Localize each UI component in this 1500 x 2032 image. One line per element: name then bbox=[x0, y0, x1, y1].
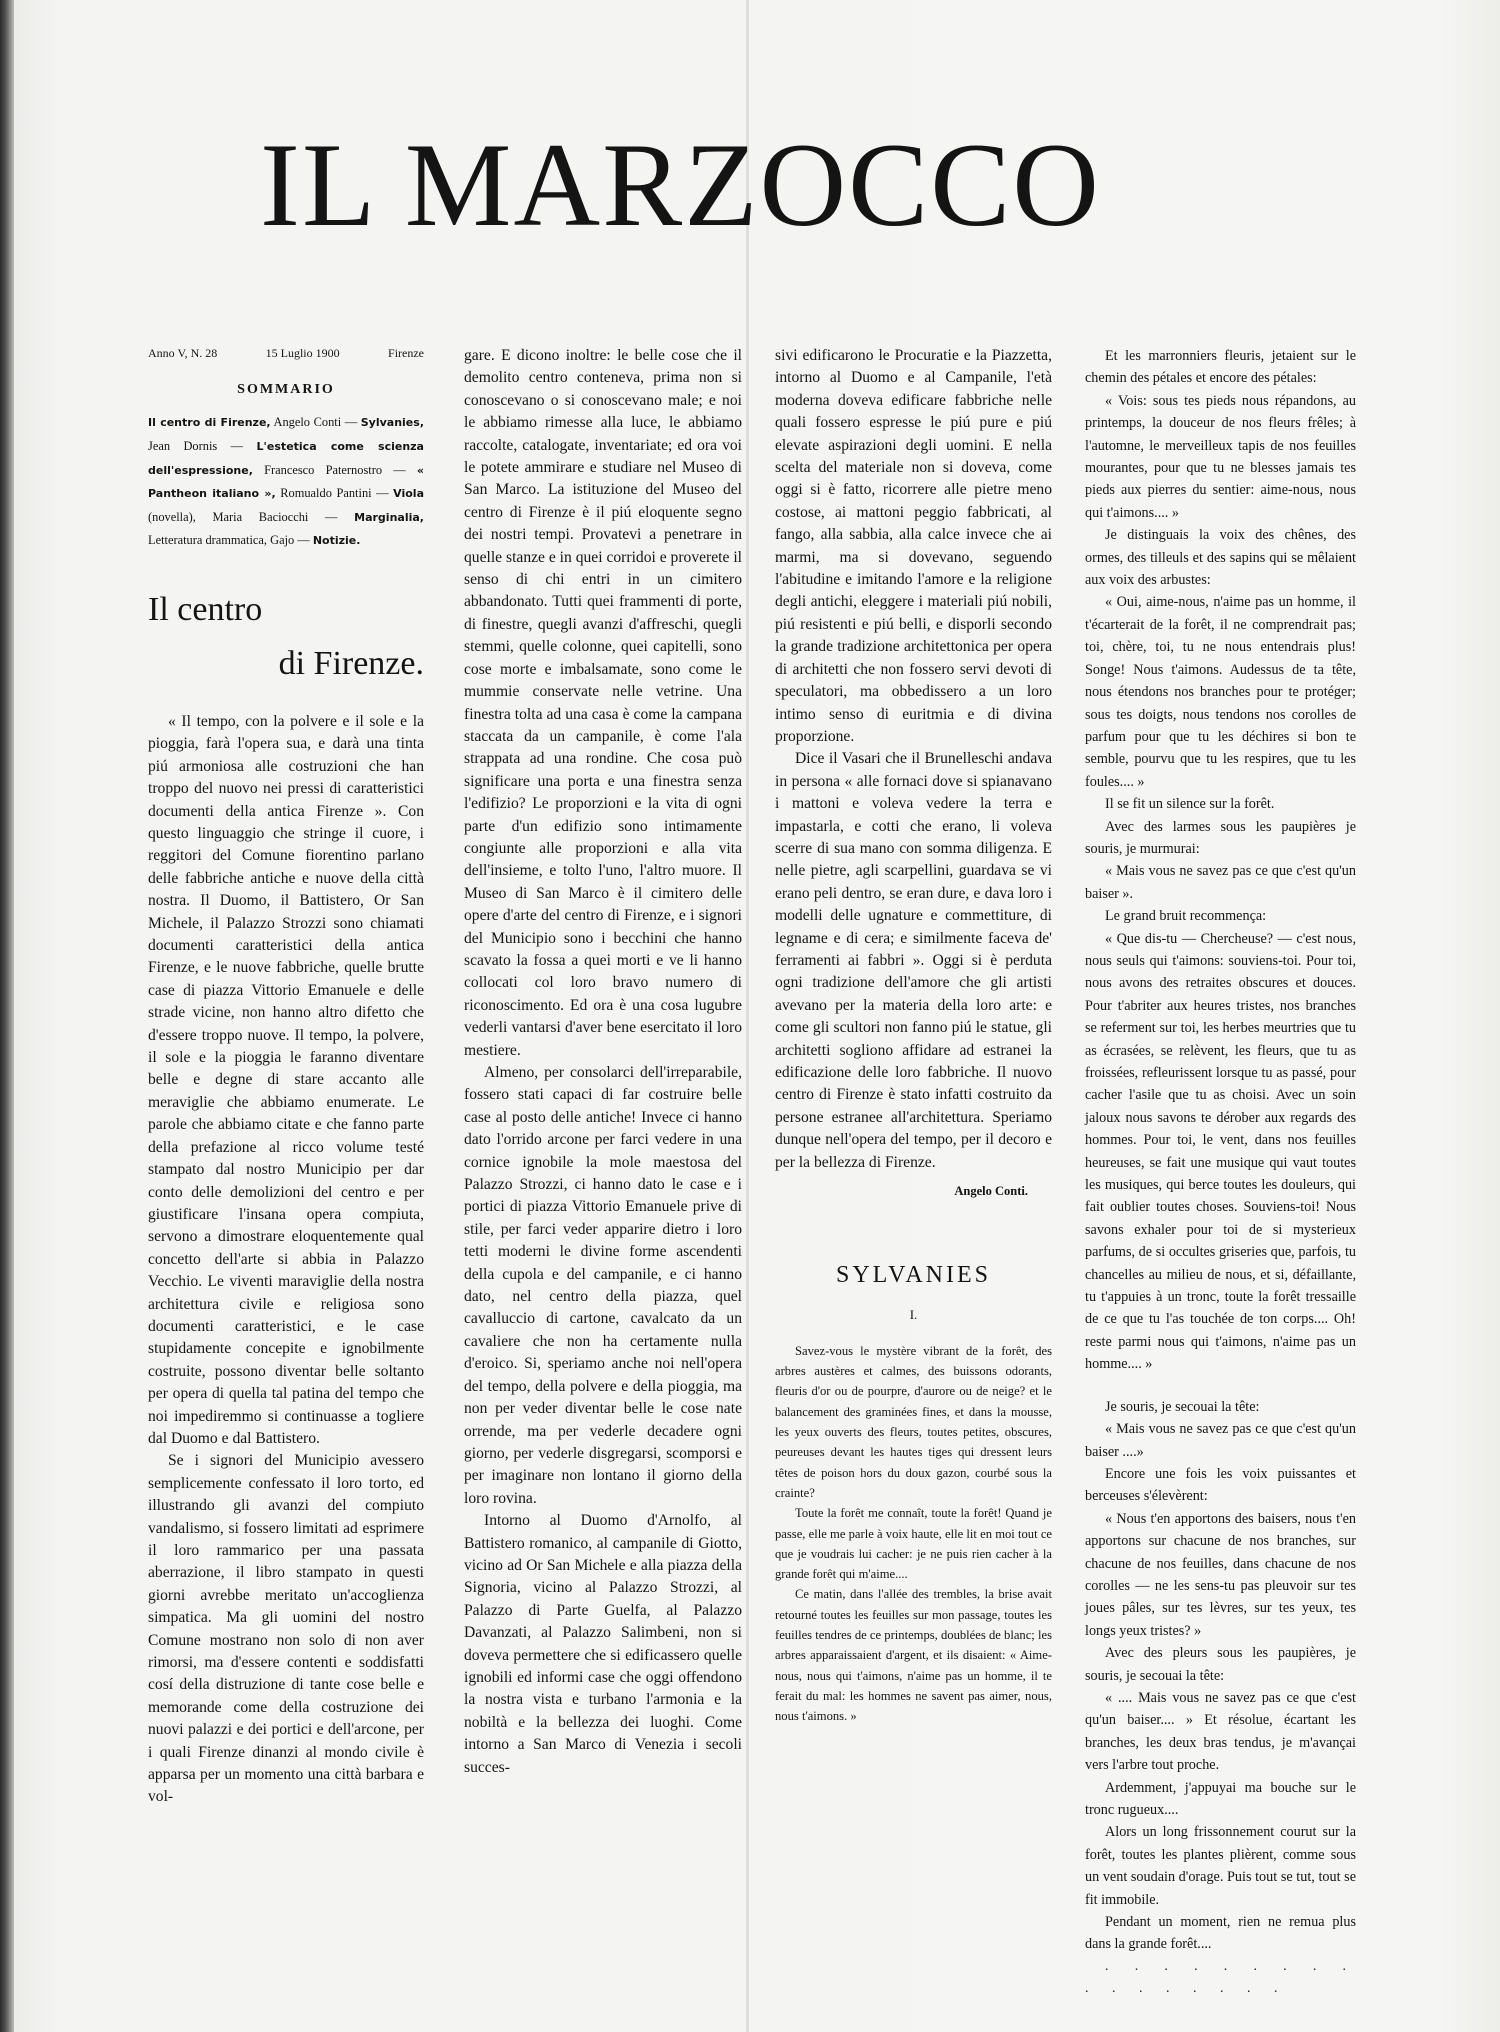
article-headline-line2: di Firenze. bbox=[278, 644, 424, 682]
sommario-list bbox=[148, 411, 424, 553]
sylvanies-paragraph: Toute la forêt me connaît, toute la forêt! Quand je passe, elle me parle à voix haute, elle lit en moi tout ce que je voudrais lui cacher: je ne puis rien cacher à la grande forêt qui m'aime.... bbox=[775, 1506, 1052, 1582]
sommario-item-author: Francesco Paternostro — bbox=[264, 462, 406, 477]
article-paragraph: gare. E dicono inoltre: le belle cose che il demolito centro conteneva, prima non si conoscevano o si conoscevano male; e noi le abbiamo rimesse alla luce, le abbiamo raccolte, catalogate, inventariate; ed ora voi le potete ammirare e studiare nel Museo di San Marco. La istituzione del Museo del centro di Firenze è il piú eloquente segno dei nostri tempi. Provatevi a penetrare in quelle stanze e in quei corridoi e proverete il senso di chi entri in un cimitero abbandonato. Tutti quei frammenti di porte, di finestre, quegli avanzi d'affreschi, quegli stemmi, quelle colonne, quei capitelli, sono cose morte e imbalsamate, sono come le mummie conservate nelle vetrine. Una finestra tolta ad una casa è come la campana staccata da un campanile, è come l'ala strappata ad una rondine. Che cosa può significare una porta e una finestra senza l'edifizio? Le proporzioni e la vita di ogni parte d'un edifizio sono intimamente congiunte alle proporzioni e alla vita dell'insieme, e tolto l'uno, l'altro muore. Il Museo di San Marco è il cimitero delle opere d'arte del centro di Firenze, e i signori del Municipio sono i becchini che hanno scavato la fossa a quei morti e ve li hanno collocati col loro bravo numero di riconoscimento. Ed ora è una cosa lugubre vederli vantarsi d'aver bene esercitato il loro mestiere. bbox=[464, 347, 742, 1059]
page-fold-line bbox=[746, 0, 749, 2032]
sylvanies-paragraph: Je souris, je secouai la tête: bbox=[1105, 1398, 1260, 1415]
article-paragraph: Dice il Vasari che il Brunelleschi andava in persona « alle fornaci dove si spianavano i mattoni e voleva vedere la terra e impastarla, e cotti che erano, li voleva scerre di sua mano con somma diligenza. E nelle pietre, agli scarpellini, guardava se vi erano peli dentro, se eran dure, e dava loro i modelli delle ugnature e commettiture, di legname e di cera; e similmente faceva de' ferramenti ai fabbri ». Oggi si è perduta ogni tradizione dell'amore che gli artisti avevano per la materia della loro arte: e come gli scultori non fanno piú le statue, gli architetti sogliono affidare ad estranei la edificazione delle loro fabbriche. Il nuovo centro di Firenze è stato infatti costruito da persone estranee all'architettura. Speriamo dunque nell'opera del tempo, per il decoro e per la bellezza di Firenze. bbox=[775, 750, 1052, 1171]
sommario-item-title: Viola bbox=[393, 487, 424, 501]
sylvanies-paragraph: « Que dis-tu — Chercheuse? — c'est nous, nous seuls qui t'aimons: souviens-toi. Pour toi, nous avons des retraites obscures et douces. Pour t'abriter aux heures tristes, nos branches se referment sur toi, les herbes meurtries que tu as écrasées, se relèvent, les fleurs, que tu as froissées, refleurissent lorsque tu as passé, pour cacher l'asile que tu as choisi. Avec un soin jaloux nous savons te dérober aux regards des hommes. Pour toi, le vent, dans nos feuilles heureuses, se fait une musique qui vaut toutes les musiques, qui berce toutes les douleurs, qui fait oublier toutes choses. Souviens-toi! Nous savons exhaler pour toi de si mysterieux parfums, de si occultes griseries que, parfois, tu chancelles au milieu de nous, et si, défaillante, tu t'appuies à un tronc, toute la forêt tressaille de ce que tu l'as touchée de ton corps.... Oh! reste parmi nous qui t'aimons, n'aime pas un homme.... » bbox=[1085, 930, 1356, 1373]
sylvanies-paragraph: Encore une fois les voix puissantes et berceuses s'élevèrent: bbox=[1085, 1465, 1356, 1505]
sylvanies-section-number: I. bbox=[909, 1307, 918, 1323]
sylvanies-title: SYLVANIES bbox=[835, 1262, 992, 1289]
masthead-title: IL MARZOCCO bbox=[260, 118, 1101, 251]
issue-line bbox=[148, 345, 424, 361]
column-1 bbox=[148, 345, 424, 1809]
sylvanies-paragraph: Il se fit un silence sur la forêt. bbox=[1105, 796, 1275, 813]
sommario-item-author: Letteratura drammatica, Gajo — bbox=[148, 533, 310, 548]
issue-place: Firenze bbox=[388, 346, 424, 360]
sylvanies-paragraph: « .... Mais vous ne savez pas ce que c'est qu'un baiser.... » Et résolue, écartant les branches, les deux bras tendus, je m'avançai vers l'arbre tout proche. bbox=[1085, 1689, 1356, 1774]
sylvanies-paragraph: Alors un long frissonnement courut sur la forêt, toutes les plantes plièrent, comme sous un vent soudain d'orage. Puis tout se tut, tout se fit immobile. bbox=[1085, 1824, 1356, 1908]
sommario-item-title: L'estetica come scienza dell'espressione, bbox=[148, 440, 424, 477]
article-paragraph: sivi edificarono le Procuratie e la Piazzetta, intorno al Duomo e al Campanile, l'età moderna doveva edificare fabbriche nelle quali fossero espresse le piú pure e piú elevate aspirazioni degli uomini. E nella scelta del materiale non si doveva, come oggi si è fatto, ricorrere alle pietre meno costose, ai mattoni peggio fabbricati, al fango, alla sabbia, alla calce invece che ai marmi, ma si dovevano, seguendo l'abitudine e imitando l'amore e la religione degli antichi, eleggere i materiali piú nobili, piú resistenti e piú belli, e disporli secondo la grande tradizione architettonica per opera di architetti che non fossero servi devoti di speculatori, ma obbedissero a un loro intimo senso di euritmia e di divina proporzione. bbox=[775, 347, 1052, 745]
sylvanies-paragraph: Avec des pleurs sous les paupières, je souris, je secouai la tête: bbox=[1085, 1645, 1356, 1684]
sommario-item-author: Jean Dornis — bbox=[148, 439, 244, 453]
sylvanies-paragraph: Pendant un moment, rien ne remua plus dans la grande forêt.... bbox=[1085, 1914, 1356, 1953]
sylvanies-paragraph: Le grand bruit recommença: bbox=[1105, 908, 1267, 925]
article-signature: Angelo Conti. bbox=[954, 1184, 1028, 1199]
sylvanies-text bbox=[775, 1341, 1052, 1727]
column-4 bbox=[1085, 345, 1356, 2001]
sylvanies-paragraph: « Oui, aime-nous, n'aime pas un homme, il t'écarterait de la forêt, il ne comprendrait pas; toi, chère, toi, tu ne nous entendrais plus! Songe! Nous t'aimons. Audessus de ta tête, nous étendons nos branches pour te protéger; sous tes doigts, nous tendons nos corolles de parfum pour que tu les déchires si bon te semble, pourvu que tu les respires, que tu les foules.... » bbox=[1085, 594, 1356, 790]
issue-volume: Anno V, N. 28 bbox=[148, 346, 218, 360]
article-headline-line1: Il centro bbox=[148, 590, 263, 628]
sommario-item-author: Angelo Conti — bbox=[273, 415, 358, 430]
column-3 bbox=[775, 345, 1052, 1726]
sylvanies-paragraph: « Nous t'en apportons des baisers, nous t'en apportons sur chacune de nos branches, sur chacune de nos feuilles, dans chacune de nos corolles — ne les sens-tu pas pleuvoir sur tes joues pâles, sur tes lèvres, sur tes yeux, tes longs yeux tristes? » bbox=[1085, 1510, 1356, 1639]
sylvanies-paragraph: « Mais vous ne savez pas ce que c'est qu'un baiser ....» bbox=[1085, 1421, 1356, 1460]
sommario-item-title: Sylvanies, bbox=[360, 416, 424, 430]
sylvanies-paragraph: Je distinguais la voix des chênes, des ormes, des tilleuls et des sapins qui se mêlaient aux voix des arbustes: bbox=[1085, 527, 1356, 589]
article-paragraph: Se i signori del Municipio avessero semplicemente confessato il loro torto, ed illustrando gli avanzi del compiuto vandalismo, si fossero limitati ad esprimere il loro rammarico per una passata aberrazione, il libro stampato in questi giorni avrebbe meritato un'accoglienza simpatica. Ma gli uomini del nostro Comune mostrano non solo di non aver rimorsi, ma d'essere contenti e soddisfatti cosí della distruzione di tante cose belle e memorande come della costruzione dei nuovi palazzi e dei portici e dell'arcone, per i quali Firenze dinanzi al mondo civile è apparsa per un momento una città barbara e vol- bbox=[148, 1452, 424, 1806]
sommario-title: SOMMARIO bbox=[237, 382, 335, 397]
article-paragraph: Intorno al Duomo d'Arnolfo, al Battistero romanico, al campanile di Giotto, vicino ad Or San Michele e alla piazza della Signoria, vicino al Palazzo Strozzi, al Palazzo di Parte Guelfa, al Palazzo Davanzati, al Palazzo Salimbeni, non si doveva permettere che si edificassero quelle ignobili ed informi case che oggi offendono la nostra vista e turbano l'armonia e la nobiltà e la bellezza dei luoghi. Come intorno a San Marco di Venezia i secoli succes- bbox=[464, 1512, 742, 1776]
issue-date: 15 Luglio 1900 bbox=[265, 346, 340, 360]
sommario-item-author: Romualdo Pantini — bbox=[280, 486, 389, 501]
ellipsis-dots: . . . . . . . . . . . . . . . . . bbox=[1085, 1958, 1356, 1997]
sylvanies-paragraph: Avec des larmes sous les paupières je souris, je murmurai: bbox=[1085, 818, 1356, 857]
article-paragraph: « Il tempo, con la polvere e il sole e la pioggia, farà l'opera sua, e darà una tinta piú armoniosa alle costruzioni che han troppo del nuovo nei pressi di caratteristici documenti della antica Firenze ». Con questo linguaggio che stringe il cuore, i reggitori del Comune fiorentino parlano delle fabbriche antiche e nuove della città nostra. Il Duomo, il Battistero, Or San Michele, il Palazzo Strozzi sono chiamati documenti caratteristici della antica Firenze, e le nuove fabbriche, quelle brutte case di piazza Vittorio Emanuele e delle strade vicine, non hanno altro difetto che d'essere troppo nuove. Il tempo, la polvere, il sole e la pioggia le faranno diventare belle e degne di stare accanto alle meraviglie che abbiamo enumerate. Le parole che abbiamo citate e che fanno parte della prefazione al ricco volume testé stampato dal nostro Municipio per dar conto delle demolizioni del centro e per giustificare l'insana opera compiuta, servono a dimostrare eloquentemente qual concetto dell'arte si abbia in Palazzo Vecchio. Le viventi maraviglie della nostra architettura civile e religiosa sono documenti caratteristici, e le case stupidamente concepite e ignobilmente costruite, possono diventar belle soltanto per opera di quella tal patina del tempo che noi impediremmo si continuasse a togliere dal Duomo e dal Battistero. bbox=[148, 712, 424, 1447]
article-paragraph: Almeno, per consolarci dell'irreparabile, fossero stati capaci di far costruire belle case al posto delle antiche! Invece ci hanno dato l'orrido arcone per farci vedere in una cornice ignobile la mole maestosa del Palazzo Strozzi, ci hanno dato le case e i portici di piazza Vittorio Emanuele prive di stile, per farci veder apparire dietro i loro tetti moderni le divine forme ascendenti della cupola e del campanile, e ci hanno dato, nel centro della piazza, quel cavalluccio di cartone, cavalcato da un cavaliere che non ha certamente nulla d'eroico. Si, speriamo anche noi nell'opera del tempo, della polvere e della pioggia, ma non per veder diventar belle le cose nate orrende, ma per vederle decadere ogni giorno, per vederle disgregarsi, scomporsi e per imaginare non lontano il giorno della loro rovina. bbox=[464, 1064, 742, 1507]
sylvanies-paragraph: Et les marronniers fleuris, jetaient sur le chemin des pétales et encore des pétales: bbox=[1085, 348, 1356, 387]
page-edge-shadow bbox=[0, 0, 14, 2032]
sylvanies-paragraph: « Vois: sous tes pieds nous répandons, au printemps, la douceur de nos fleurs frêles; à l'automne, le merveilleux tapis de nos feuilles mourantes, pour que tu ne blesses jamais tes pieds aux pierres du sentier: aime-nous, nous qui t'aimons.... » bbox=[1085, 392, 1356, 521]
sylvanies-paragraph: Savez-vous le mystère vibrant de la forêt, des arbres austères et calmes, des buissons odorants, fleuris d'or ou de pourpre, d'aurore ou de neige? et le balancement des graminées fines, et dans la mousse, les yeux ouverts des fleurs, toutes petites, obscures, peureuses devant les hautes tiges qui dressent leurs têtes de poison hors du doux gazon, courbé sous la crainte? bbox=[775, 1343, 1052, 1500]
sylvanies-paragraph: « Mais vous ne savez pas ce que c'est qu'un baiser ». bbox=[1085, 863, 1356, 902]
sommario-item-title: Il centro di Firenze, bbox=[148, 416, 271, 430]
sylvanies-paragraph: Ardemment, j'appuyai ma bouche sur le tronc rugueux.... bbox=[1085, 1779, 1356, 1818]
sommario-item-title: Notizie. bbox=[312, 534, 361, 548]
sylvanies-paragraph: Ce matin, dans l'allée des trembles, la brise avait retourné toutes les feuilles sur mon passage, toutes les feuilles tendres de ce printemps, doublées de blanc; les arbres apparaissaient d'argent, et ils disaient: « Aime-nous, nous qui t'aimons, n'aime pas un homme, il te ferait du mal: les hommes ne savent pas aimer, nous, nous t'aimons. » bbox=[775, 1587, 1052, 1724]
column-2 bbox=[464, 345, 742, 1779]
sommario-item-title: Marginalia, bbox=[354, 510, 424, 524]
sommario-item-title: « Pantheon italiano », bbox=[148, 463, 424, 501]
sommario-item-author: (novella), Maria Baciocchi — bbox=[148, 509, 338, 524]
section-spacer bbox=[1085, 1376, 1356, 1396]
